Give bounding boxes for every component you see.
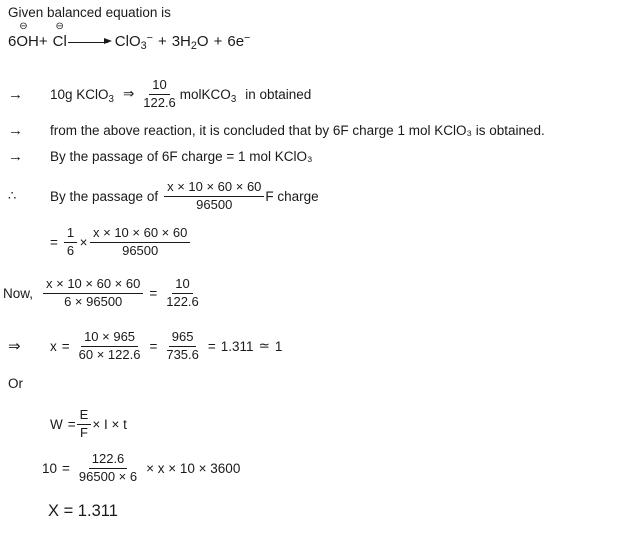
- reactant-hydroxide-label: 6OH: [8, 33, 39, 50]
- fraction-numerator: x × 10 × 60 × 60: [90, 226, 190, 243]
- product-chlorate: [115, 33, 153, 50]
- step-passage-6f-text: By the passage of 6F charge = 1 mol KClO₃: [50, 149, 313, 164]
- step-conclusion: [8, 122, 545, 139]
- step-mol-calc-mass-sub: 3: [108, 93, 114, 105]
- product-water: [172, 33, 209, 50]
- fraction-numerator: 10: [172, 277, 192, 294]
- step-passage-x-suffix: F charge: [265, 188, 319, 204]
- fraction-numerator: 122.6: [89, 452, 128, 469]
- faraday-tail: × I × t: [92, 416, 127, 432]
- fraction-numerator: 1: [64, 226, 77, 243]
- step-mol-calc-unit-sub: 3: [230, 93, 237, 105]
- fraction-denominator: 122.6: [166, 293, 199, 309]
- fraction-numerator: 10 × 965: [81, 330, 138, 347]
- fraction-denominator: 96500: [196, 196, 233, 212]
- step-mol-calc-mass: [50, 86, 114, 105]
- fraction-denominator: 96500: [122, 242, 159, 258]
- step-marker-arrow: →: [8, 85, 23, 103]
- step-mol-calc-implies: ⇒: [122, 86, 135, 102]
- product-chlorate-sup: −: [146, 32, 153, 44]
- step-passage-x: [8, 180, 319, 212]
- charge-icon-hydroxide: ⊖: [19, 21, 28, 32]
- step-solve-x: [8, 330, 282, 362]
- fraction-numerator: 965: [169, 330, 197, 347]
- equation-plus-2: +: [157, 33, 167, 50]
- fraction-denominator: F: [80, 424, 88, 440]
- reaction-arrow-icon: [68, 36, 114, 48]
- charge-icon-chloride: ⊖: [55, 21, 64, 32]
- product-water-post: O: [196, 33, 209, 50]
- product-electrons-label: 6e: [227, 33, 245, 50]
- fraction-denominator: 6: [66, 242, 75, 258]
- step-passage-6f: [8, 148, 313, 165]
- substitute-lhs: 10: [42, 460, 58, 476]
- reactant-chloride-label: Cl: [52, 33, 67, 50]
- step-mol-calc-tail: in obtained: [245, 86, 312, 102]
- product-chlorate-sub: 3: [140, 40, 147, 52]
- fraction-denominator: 96500 × 6: [78, 468, 138, 484]
- step-mol-calc-mass-label: 10g KClO: [50, 86, 109, 102]
- step-mol-calc: [8, 78, 311, 110]
- fraction-denominator: 122.6: [143, 94, 176, 110]
- final-answer: [48, 502, 118, 521]
- title-line: [8, 6, 171, 21]
- product-water-pre: 3H: [171, 33, 191, 50]
- equation-plus-3: +: [213, 33, 223, 50]
- step-sixth-fraction-charge: [90, 226, 190, 258]
- step-mol-calc-unit: [179, 86, 237, 105]
- step-solve-x-equals-3: =: [207, 338, 216, 354]
- substitute-tail: × x × 10 × 3600: [146, 460, 241, 476]
- step-solve-x-var: x: [50, 338, 57, 354]
- product-chlorate-label: ClO: [114, 33, 141, 50]
- step-sixth: [50, 226, 191, 258]
- step-solve-x-equals-2: =: [149, 338, 158, 354]
- step-marker-arrow: →: [8, 148, 23, 165]
- step-now-fraction-left: [43, 277, 143, 309]
- fraction-denominator: 60 × 122.6: [78, 346, 141, 362]
- step-mol-calc-fraction: [140, 78, 179, 110]
- step-solve-x-approx-icon: ≃: [258, 338, 270, 354]
- faraday-var-w: W: [50, 416, 63, 432]
- balanced-equation: [8, 21, 251, 52]
- fraction-numerator: E: [77, 408, 92, 425]
- step-now-label: Now,: [3, 285, 34, 301]
- step-sixth-fraction-one-sixth: [64, 226, 77, 258]
- substitute-equals: =: [62, 460, 70, 476]
- step-now-equals: =: [149, 285, 158, 301]
- product-water-sub: 2: [190, 40, 197, 52]
- step-conclusion-text: from the above reaction, it is concluded that by 6F charge 1 mol KClO₃ is obtained.: [50, 123, 545, 138]
- faraday-fraction-e-over-f: [77, 408, 92, 440]
- step-solve-x-fraction-1: [76, 330, 144, 362]
- step-mol-calc-unit-label: molKCO: [179, 86, 231, 102]
- product-electrons-sup: −: [244, 32, 251, 44]
- fraction-numerator: x × 10 × 60 × 60: [43, 277, 143, 294]
- fraction-denominator: 735.6: [166, 346, 199, 362]
- step-or-label: Or: [8, 376, 23, 391]
- step-sixth-equals: =: [50, 234, 58, 250]
- step-sixth-times: ×: [79, 234, 88, 250]
- fraction-numerator: x × 10 × 60 × 60: [164, 180, 264, 197]
- step-solve-x-result: 1.311: [220, 338, 254, 354]
- step-solve-x-fraction-2: [163, 330, 202, 362]
- substitute-fraction: [76, 452, 140, 484]
- reactant-chloride: [52, 21, 67, 50]
- title-text: Given balanced equation is: [8, 5, 171, 20]
- faraday-equals: =: [67, 416, 76, 432]
- step-marker-implies: ⇒: [8, 338, 21, 356]
- step-solve-x-equals-1: =: [61, 338, 70, 354]
- step-or: [8, 376, 23, 391]
- fraction-denominator: 6 × 96500: [64, 293, 123, 309]
- step-substitute: [42, 452, 240, 484]
- step-passage-x-fraction: [164, 180, 264, 212]
- fraction-numerator: 10: [149, 78, 169, 95]
- step-marker-therefore: ∴: [8, 188, 17, 204]
- product-electrons: [227, 33, 250, 50]
- step-now-equation: [3, 277, 203, 309]
- step-solve-x-rounded: 1: [274, 338, 283, 354]
- step-now-fraction-right: [163, 277, 202, 309]
- step-passage-x-prefix: By the passage of: [50, 188, 159, 204]
- step-marker-arrow: →: [8, 122, 23, 139]
- equation-plus-1: +: [38, 33, 48, 50]
- reactant-hydroxide: [8, 21, 39, 50]
- step-faraday-formula: [50, 408, 127, 440]
- final-answer-text: X = 1.311: [48, 502, 118, 520]
